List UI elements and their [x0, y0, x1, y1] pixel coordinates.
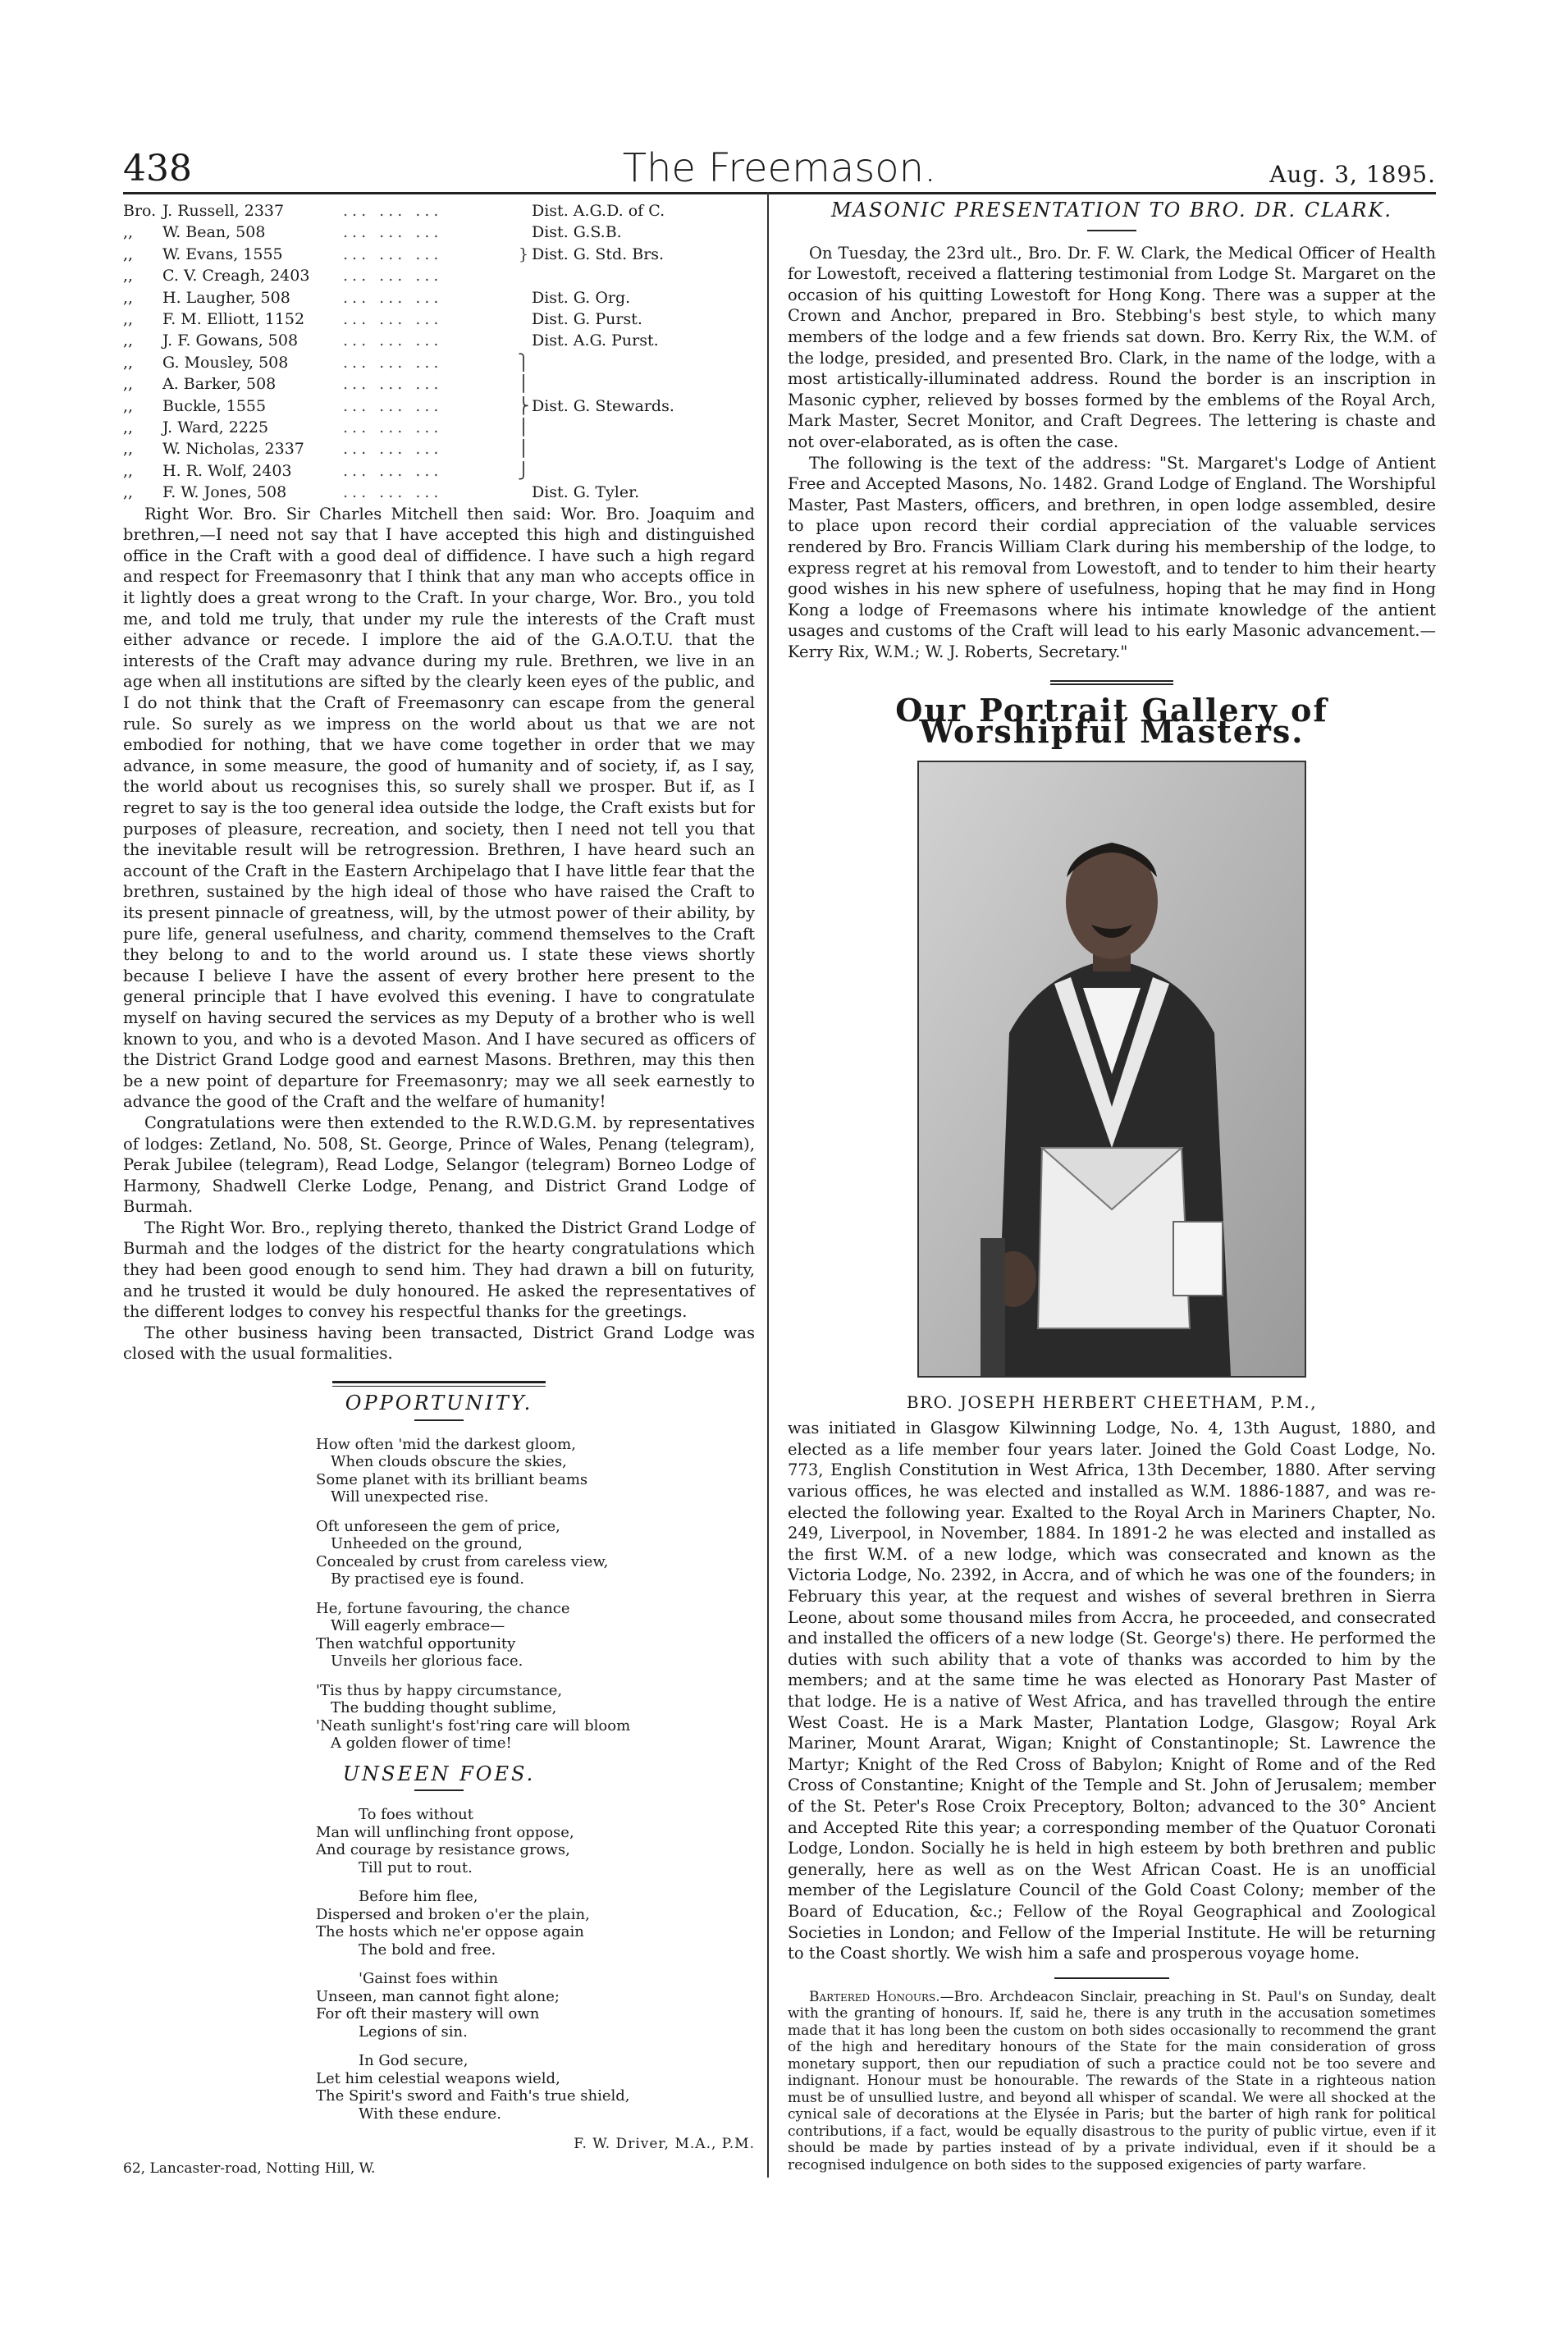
- address-text-paragraph: The following is the text of the address: "St. Margaret's Lodge of Antient Free and Accepted Masons, No. 1482. Grand Lodge of England. The Worshipful Master, Past Masters, officers, and brethren, in open lodge assembled, desire to place upon record their cordial appreciation of the valuable services rendered by Bro. Francis William Clark during his membership of the lodge, to express regret at his removal from Lowestoft, and to tender to him their hearty good wishes in his new sphere of usefulness, hoping that he may find in Hong Kong a lodge of Freemasons where his intimate knowledge of the antient usages and customs of the Craft will lead to his early Masonic advancement.—Kerry Rix, W.M.; W. J. Roberts, Secretary.": [788, 453, 1436, 661]
- page-header: [123, 135, 1436, 193]
- issue-date: Aug. 3, 1895.: [1269, 161, 1436, 188]
- stanza: To foes without Man will unflinching front oppose, And courage by resistance grows, Till put to rout.: [316, 1806, 574, 1876]
- officer-row: ,, W. Nicholas, 2337 ... ... ... ⎪: [123, 440, 530, 459]
- stanza: He, fortune favouring, the chance Will eagerly embrace— Then watchful opportunity Unveils her glorious face.: [316, 1599, 570, 1671]
- officer-row: ,, F. M. Elliott, 1152 ... ... ... Dist. G. Purst.: [123, 310, 642, 329]
- portrait-caption: BRO. JOSEPH HERBERT CHEETHAM, P.M.,: [906, 1392, 1318, 1412]
- stanza: Oft unforeseen the gem of price, Unheeded on the ground, Concealed by crust from careless view, By practised eye is found.: [316, 1517, 609, 1588]
- officer-row: ,, G. Mousley, 508 ... ... ... ⎫: [123, 353, 530, 372]
- bartered-honours-paragraph: [788, 1989, 1436, 2174]
- stanza: 'Gainst foes within Unseen, man cannot fight alone; For oft their mastery will own Legions of sin.: [316, 1970, 560, 2041]
- bartered-honours-text: —Bro. Archdeacon Sinclair, preaching in St. Paul's on Sunday, dealt with the granting of honours. If, said he, there is any truth in the accusation sometimes made that it has long been the custom on both sides occasionally to recommend the grant of the high and hereditary honours of the State for the main consideration of gross monetary support, then our repudiation of such a practice could not be too severe and indignant. Honour must be honourable. The rewards of the State in a righteous nation must be of unsullied lustre, and beyond all whisper of scandal. We were all shocked at the cynical sale of decorations at the Elysée in Paris; but the barter of high rank for political contributions, if a fact, would be equally disastrous to the purity of public virtue, even if it should be made by parties instead of by a private individual, even if it should be a recognised indulgence on both sides to the supposed exigencies of party warfare.: [788, 1988, 1436, 2173]
- poem-signature: F. W. Driver, M.A., P.M.: [574, 2136, 755, 2153]
- column-divider: [767, 192, 769, 2178]
- section-rule: [1054, 1977, 1169, 1979]
- section-rule: [1050, 680, 1173, 685]
- officers-list: [123, 200, 755, 504]
- officer-row: ,, C. V. Creagh, 2403 ... ... ...: [123, 267, 443, 286]
- presentation-paragraph: On Tuesday, the 23rd ult., Bro. Dr. F. W. Clark, the Medical Officer of Health for Lowestoft, received a flattering testimonial from Lodge St. Margaret on the occasion of his quitting Lowestoft for Hong Kong. There was a supper at the Crown and Anchor, prepared in Bro. Stebbing's best style, to which many members of the lodge and a few friends sat down. Bro. Kerry Rix, the W.M. of the lodge, presided, and presented Bro. Clark, in the name of the lodge, with a most artistically-illuminated address. Round the border is an inscription in Masonic cypher, relieved by bosses formed by the emblems of the Royal Arch, Mark Master, Secret Monitor, and Craft Degrees. The lettering is chaste and not over-elaborated, as is often the case.: [788, 243, 1436, 451]
- title-dash: [414, 1789, 464, 1791]
- biography-paragraph: was initiated in Glasgow Kilwinning Lodge, No. 4, 13th August, 1880, and elected as a life member four years later. Joined the Gold Coast Lodge, No. 773, English Constitution in West Africa, 13th December, 1880. After serving various offices, he was elected and installed as W.M. 1886-1887, and was re-elected the following year. Exalted to the Royal Arch in Mariners Chapter, No. 249, Liverpool, in November, 1884. In 1891-2 he was elected and installed as the first W.M. of a new lodge, which was consecrated and known as the Victoria Lodge, No. 2392, in Accra, and of which he was one of the founders; in February this year, at the request and wishes of several brethren in Sierra Leone, about some thousand miles from Accra, he proceeded, and consecrated and installed the officers of a new lodge (St. George's) there. He performed the duties with such ability that a vote of thanks was accorded to him by the members; and at the same time he was elected as Honorary Past Master of that lodge. He is a native of West Africa, and has travelled through the entire West Coast. He is a Mark Master, Plantation Lodge, Glasgow; Royal Ark Mariner, Mount Ararat, Wigan; Knight of Constantinople; St. Lawrence the Martyr; Knight of the Red Cross of Babylon; Knight of Rome and of the Red Cross of Constantine; Knight of the Temple and St. John of Jerusalem; member of the St. Peter's Rose Croix Preceptory, Bolton; advanced to the 30° Ancient and Accepted Rite this year; a corresponding member of the Quatuor Coronati Lodge, London. Socially he is held in high esteem by both brethren and public generally, here as well as on the West African Coast. He is an unofficial member of the Legislature Council of the Gold Coast Colony; member of the Board of Education, &c.; Fellow of the Royal Geographical and Zoological Societies in London; and Fellow of the Imperial Institute. He will be returning to the Coast shortly. We wish him a safe and prosperous voyage home.: [788, 1419, 1436, 1963]
- title-dash: [1087, 230, 1136, 231]
- officer-row: Bro. J. Russell, 2337 ... ... ... Dist. A.G.D. of C.: [123, 202, 665, 220]
- officer-row: ,, A. Barker, 508 ... ... ... ⎪: [123, 375, 530, 394]
- stanza: How often 'mid the darkest gloom, When clouds obscure the skies, Some planet with its brilliant beams Will unexpected rise.: [316, 1435, 588, 1506]
- stanza: 'Tis thus by happy circumstance, The budding thought sublime, 'Neath sunlight's fost'ring care will bloom A golden flower of time!: [316, 1681, 631, 1753]
- officer-row: ,, H. Laugher, 508 ... ... ... Dist. G. Org.: [123, 288, 631, 307]
- section-rule: [332, 1381, 546, 1387]
- header-rule: [123, 192, 1436, 194]
- officer-row: ,, F. W. Jones, 508 ... ... ... Dist. G. Tyler.: [123, 483, 640, 502]
- bartered-honours-lead: Bartered Honours.: [809, 1988, 940, 2005]
- page-number: 438: [123, 148, 192, 190]
- presentation-title: MASONIC PRESENTATION TO BRO. DR. CLARK.: [830, 199, 1393, 222]
- congratulations-paragraph: Congratulations were then extended to the R.W.D.G.M. by representatives of lodges: Zetland, No. 508, St. George, Prince of Wales, Penang (telegram), Perak Jubilee (telegram), Read Lodge, Selangor (telegram) Borneo Lodge of Harmony, Shadwell Clerke Lodge, Penang, and District Grand Lodge of Burmah.: [123, 1113, 755, 1217]
- poem-title-opportunity: OPPORTUNITY.: [345, 1392, 533, 1415]
- poem-opportunity: [316, 1436, 755, 1753]
- portrait-photo: [917, 761, 1306, 1378]
- title-dash: [414, 1419, 464, 1421]
- poem-address: 62, Lancaster-road, Notting Hill, W.: [123, 2160, 376, 2177]
- reply-paragraph: The Right Wor. Bro., replying thereto, thanked the District Grand Lodge of Burmah and the lodges of the district for the hearty congratulations which they had been good enough to send him. They had drawn a bill on futurity, and he trusted it would be duly honoured. He asked the representatives of the different lodges to convey his respectful thanks for the greetings.: [123, 1218, 755, 1322]
- left-column: [123, 200, 755, 2179]
- poem-title-unseen-foes: UNSEEN FOES.: [342, 1762, 536, 1785]
- speech-paragraph: Right Wor. Bro. Sir Charles Mitchell then said: Wor. Bro. Joaquim and brethren,—I need not say that I have accepted this high and distinguished office in the Craft with a good deal of diffidence. I have such a high regard and respect for Freemasonry that I think that any man who accepts office in it lightly does a great wrong to the Craft. In your charge, Wor. Bro., you told me, and told me truly, that under my rule the interests of the Craft must either advance or recede. I implore the aid of the G.A.O.T.U. that the interests of the Craft may advance during my rule. Brethren, we live in an age when all institutions are sifted by the clearly keen eyes of the public, and I do not think that the Craft of Freemasonry can escape from the general rule. So surely as we impress on the world about us that we are not embodied for nothing, that we have come together in order that we may advance, in some measure, the good of humanity and of society, if, as I say, the world about us recognises this, so surely shall we prosper. But if, as I regret to say is the too general idea outside the lodge, the Craft exists but for purposes of pleasure, recreation, and society, then I need not tell you that the inevitable result will be retrogression. Brethren, I have heard such an account of the Craft in the Eastern Archipelago that I have little fear that the brethren, sustained by the high ideal of those who have raised the Craft to its present pinnacle of greatness, will, by the utmost power of their ability, by pure life, general usefulness, and charity, commend themselves to the Craft they belong to and to the world around us. I state these views shortly because I believe I have the assent of every brother here present to the general principle that I have evolved this evening. I have to congratulate myself on having secured the services as my Deputy of a brother who is well known to you, and who is a devoted Mason. And I have secured as officers of the District Grand Lodge good and earnest Masons. Brethren, may this then be a new point of departure for Freemasonry; may we all seek earnestly to advance the good of the Craft and the welfare of humanity!: [123, 504, 755, 1112]
- gallery-heading: Our Portrait Gallery of Worshipful Masters.: [895, 692, 1328, 751]
- right-column: [788, 200, 1436, 2173]
- publication-title: The Freemason.: [622, 145, 937, 191]
- officer-row: ,, W. Bean, 508 ... ... ... Dist. G.S.B.: [123, 223, 622, 242]
- officer-row: ,, H. R. Wolf, 2403 ... ... ... ⎭: [123, 461, 530, 480]
- officer-row: ,, W. Evans, 1555 ... ... ... } Dist. G. Std. Brs.: [123, 245, 665, 263]
- closing-paragraph: The other business having been transacted, District Grand Lodge was closed with the usual formalities.: [123, 1323, 755, 1364]
- poem-unseen-foes: [316, 1806, 755, 2123]
- officer-row: ,, J. F. Gowans, 508 ... ... ... Dist. A.G. Purst.: [123, 331, 659, 350]
- stanza: Before him flee, Dispersed and broken o'er the plain, The hosts which ne'er oppose again The bold and free.: [316, 1888, 590, 1958]
- officer-row: ,, Buckle, 1555 ... ... ... ⎬ Dist. G. Stewards.: [123, 396, 674, 415]
- stanza: In God secure, Let him celestial weapons wield, The Spirit's sword and Faith's true shield, With these endure.: [316, 2052, 630, 2123]
- portrait-illustration: [919, 762, 1305, 1376]
- officer-row: ,, J. Ward, 2225 ... ... ... ⎪: [123, 418, 530, 437]
